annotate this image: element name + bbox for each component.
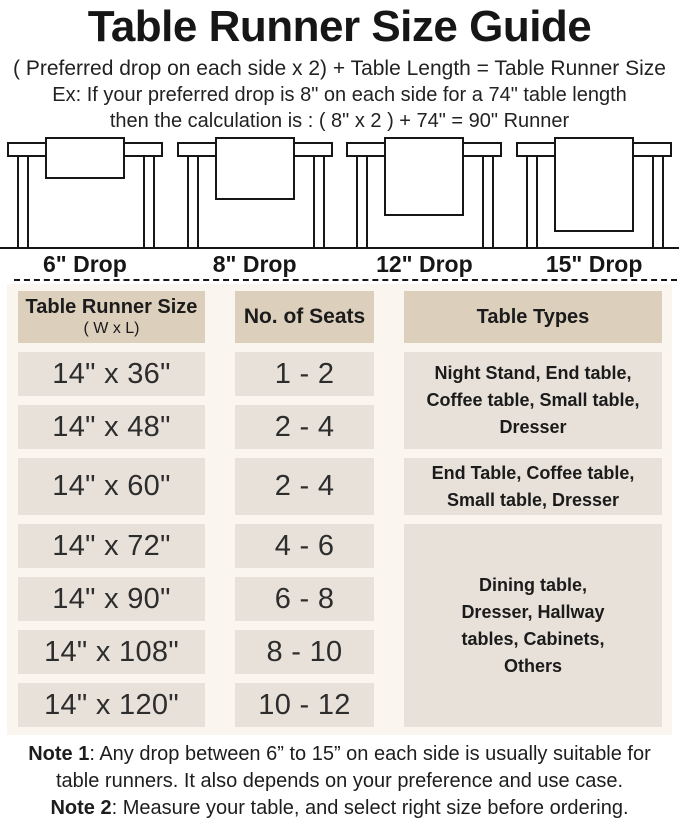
seats-cell: 6 - 8 xyxy=(235,577,374,621)
note-1 xyxy=(4,741,675,795)
seats-cell: 10 - 12 xyxy=(235,683,374,727)
drop-label-8in: 8" Drop xyxy=(212,250,297,277)
note-1-text: : Any drop between 6” to 15” on each side is usually suitable for table runners. It also depends on your preference and use case. xyxy=(55,743,651,793)
table-leg xyxy=(482,155,494,247)
drop-label-12in: 12" Drop xyxy=(376,250,473,277)
table-types-cell: Dining table, Dresser, Hallway tables, Cabinets, Others xyxy=(404,524,662,727)
size-guide-table xyxy=(7,284,672,735)
seats-cell: 4 - 6 xyxy=(235,524,374,568)
seats-cell: 8 - 10 xyxy=(235,630,374,674)
column-header-table-types: Table Types xyxy=(404,291,662,343)
drop-illustrations xyxy=(0,137,679,247)
example-text-line2: then the calculation is : ( 8" x 2 ) + 74" = 90" Runner xyxy=(109,110,570,133)
seats-cell: 2 - 4 xyxy=(235,458,374,515)
table-illustration-6in-drop xyxy=(7,137,163,247)
column-header-runner-size-sub: ( W x L) xyxy=(83,320,140,338)
column-header-runner-size-title: Table Runner Size xyxy=(25,296,198,319)
table-illustration-15in-drop xyxy=(516,137,672,247)
size-cell: 14" x 72" xyxy=(18,524,205,568)
note-2 xyxy=(4,795,675,822)
runner-shape xyxy=(554,137,634,232)
size-cell: 14" x 48" xyxy=(18,405,205,449)
drop-labels-row xyxy=(0,249,679,278)
drop-label-15in: 15" Drop xyxy=(545,250,643,277)
runner-shape xyxy=(384,137,464,216)
runner-shape xyxy=(215,137,295,200)
size-cell: 14" x 60" xyxy=(18,458,205,515)
table-illustration-12in-drop xyxy=(346,137,502,247)
notes-section xyxy=(0,741,679,822)
table-leg xyxy=(526,155,538,247)
formula-text: ( Preferred drop on each side x 2) + Table Length = Table Runner Size xyxy=(13,57,666,80)
size-cell: 14" x 90" xyxy=(18,577,205,621)
size-cell: 14" x 120" xyxy=(18,683,205,727)
table-leg xyxy=(356,155,368,247)
note-2-label: Note 2 xyxy=(50,797,112,820)
table-illustration-8in-drop xyxy=(177,137,333,247)
table-runner-size-guide xyxy=(0,2,679,826)
column-header-seats: No. of Seats xyxy=(235,291,374,343)
size-cell: 14" x 108" xyxy=(18,630,205,674)
table-leg xyxy=(313,155,325,247)
size-cell: 14" x 36" xyxy=(18,352,205,396)
table-leg xyxy=(17,155,29,247)
seats-cell: 1 - 2 xyxy=(235,352,374,396)
column-header-runner-size xyxy=(18,291,205,343)
seats-cell: 2 - 4 xyxy=(235,405,374,449)
example-text-line1: Ex: If your preferred drop is 8" on each side for a 74" table length xyxy=(52,84,627,107)
note-2-text: : Measure your table, and select right size before ordering. xyxy=(111,797,629,820)
drop-label-6in: 6" Drop xyxy=(43,250,127,277)
table-leg xyxy=(143,155,155,247)
divider-dashed-line xyxy=(14,279,677,281)
runner-shape xyxy=(45,137,125,179)
table-leg xyxy=(652,155,664,247)
table-types-cell: Night Stand, End table, Coffee table, Small table, Dresser xyxy=(404,352,662,449)
table-leg xyxy=(187,155,199,247)
table-types-cell: End Table, Coffee table, Small table, Dresser xyxy=(404,458,662,515)
page-title: Table Runner Size Guide xyxy=(87,2,592,51)
note-1-label: Note 1 xyxy=(28,743,90,766)
